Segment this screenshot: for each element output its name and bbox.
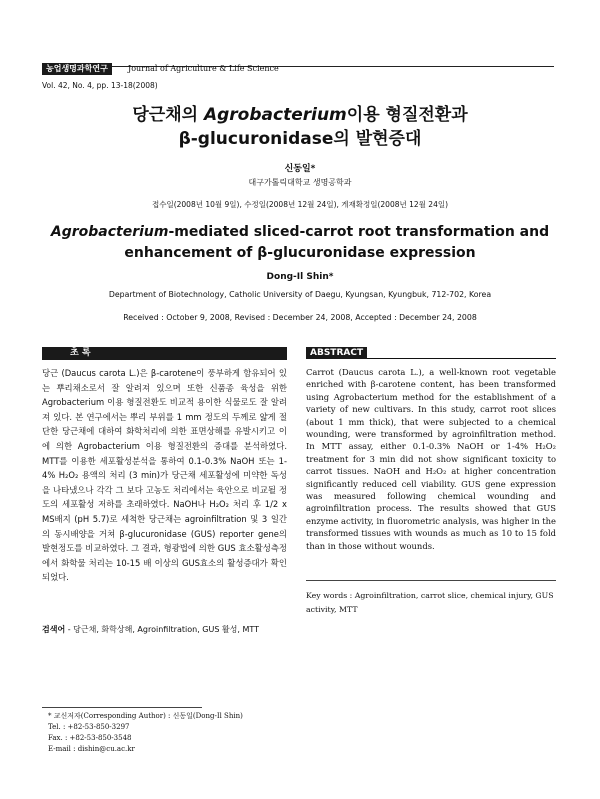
footnote-fax: Fax. : +82-53-850-3548 bbox=[48, 734, 132, 742]
korean-dates: 접수일(2008년 10월 9일), 수정일(2008년 12월 24일), 게재확정일(2008년 12월 24일) bbox=[151, 200, 449, 209]
keywords-rule bbox=[306, 580, 556, 581]
korean-abstract-heading: 초 록 bbox=[70, 348, 91, 358]
english-title-line2: enhancement of β-glucuronidase expression bbox=[124, 245, 476, 261]
footnote bbox=[48, 711, 243, 755]
korean-keywords: 검색어 - 당근채, 화학상해, Agroinfiltration, GUS 활성, MTT bbox=[42, 625, 260, 634]
footnote-tel: Tel. : +82-53-850-3297 bbox=[48, 723, 130, 731]
korean-affiliation: 대구가톨릭대학교 생명공학과 bbox=[248, 178, 352, 187]
footnote-author: * 교신저자(Corresponding Author) : 신동일(Dong-Il Shin) bbox=[48, 712, 243, 720]
english-abstract-body: Carrot (Daucus carota L.), a well-known root vegetable enriched with β-carotene content, has been transformed using Agrobacterium method for the establishment of a variety of new cultivars. In this study, carrot root slices (about 1 mm thick), that were subjected to a chemical wounding, were transformed by agroinfiltration method. In MTT assay, either 0.1-0.3% NaOH or 1-4% H₂O₂ treatment for 3 min did not show significant toxicity to carrot tissues. NaOH and H₂O₂ at higher concentration significantly reduced cell viability. GUS gene expression was measured following chemical wounding and agroinfiltration process. The results showed that GUS enzyme activity, in fluorometric analysis, was higher in the transformed tissues with wounds as much as 10 to 15 fold than in those without wounds. bbox=[306, 367, 557, 551]
english-title-line1: Agrobacterium-mediated sliced-carrot root transformation and bbox=[50, 224, 550, 240]
footnote-rule bbox=[42, 707, 202, 708]
korean-abstract-body: 당근 (Daucus carota L.)은 β-carotene이 풍부하게 함유되어 있는 뿌리채소로서 잘 알려져 있으며 또한 신품종 육성을 위한 Agrobacterium 이용 형질전환도 비교적 용이한 식물로도 잘 알려져 있다. 본 연구에서는 뿌리 부위를 1 mm 정도의 두께로 얇게 절단한 당근채에 대하여 화학처리에 의한 표면상해를 유발시키고 이에 의한 Agrobacterium 이용 형질전환의 증대를 분석하였다. MTT를 이용한 세포활성분석을 통하여 0.1-0.3% NaOH 또는 1-4% H₂O₂ 용액의 처리 (3 min)가 당근채 세포활성에 미약한 독성을 나타냈으나 각각 그 보다 고농도 처리에서는 육안으로 비교될 정도의 세포활성 저하를 초래하였다. NaOH나 H₂O₂ 처리 후 1/2 x MS배지 (pH 5.7)로 세척한 당근채는 agroinfiltration 및 3 일간의 동시배양을 거쳐 β-glucuronidase (GUS) reporter gene의 발현정도를 비교하였다. 그 결과, 형광법에 의한 GUS 효소활성측정에서 화학물 처리는 10-15 배 이상의 GUS효소의 활성증대가 확인되었다. bbox=[42, 368, 287, 583]
journal-name: Journal of Agriculture & Life Science bbox=[128, 64, 279, 73]
korean-abstract-heading-bar bbox=[42, 347, 287, 360]
korean-title-line2: β-glucuronidase의 발현증대 bbox=[178, 129, 422, 149]
footnote-email: E-mail : dishin@cu.ac.kr bbox=[48, 745, 135, 753]
korean-title-line1: 당근채의 Agrobacterium이용 형질전환과 bbox=[132, 105, 468, 125]
header-rule bbox=[42, 66, 554, 67]
english-abstract-heading: ABSTRACT bbox=[306, 347, 367, 359]
english-keywords: Key words : Agroinfiltration, carrot slice, chemical injury, GUS activity, MTT bbox=[306, 591, 554, 614]
journal-badge: 농업생명과학연구 bbox=[42, 63, 112, 75]
volume-info: Vol. 42, No. 4, pp. 13-18(2008) bbox=[42, 81, 158, 90]
english-dates: Received : October 9, 2008, Revised : December 24, 2008, Accepted : December 24, 2008 bbox=[123, 313, 477, 322]
english-author: Dong-Il Shin* bbox=[266, 272, 334, 282]
korean-author: 신동일* bbox=[284, 164, 316, 174]
english-affiliation: Department of Biotechnology, Catholic University of Daegu, Kyungsan, Kyungbuk, 712-702, Korea bbox=[108, 290, 492, 299]
